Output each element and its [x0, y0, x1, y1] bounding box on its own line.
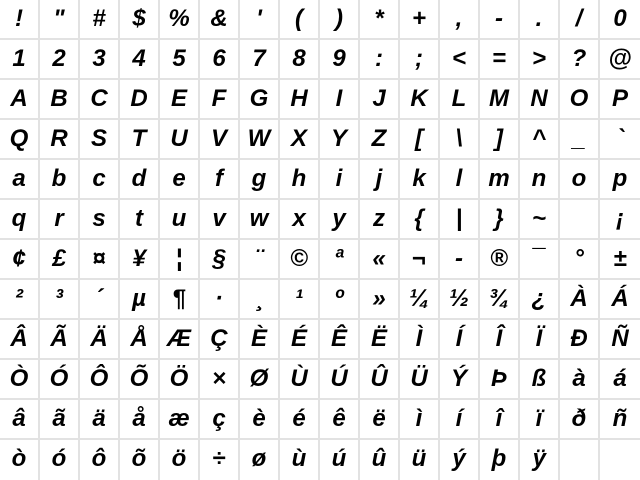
char-cell-r1c9[interactable]: ) [320, 0, 360, 40]
char-cell-r4c1[interactable]: Q [0, 120, 40, 160]
char-cell-r6c10[interactable]: z [360, 200, 400, 240]
char-cell-r3c1[interactable]: A [0, 80, 40, 120]
char-cell-r1c7[interactable]: ' [240, 0, 280, 40]
char-cell-r6c16[interactable]: ¡ [600, 200, 640, 240]
char-cell-r9c4[interactable]: Å [120, 320, 160, 360]
char-cell-r1c14[interactable]: . [520, 0, 560, 40]
char-cell-r7c11[interactable]: ¬ [400, 240, 440, 280]
char-cell-r3c12[interactable]: L [440, 80, 480, 120]
char-cell-r6c9[interactable]: y [320, 200, 360, 240]
char-cell-r8c11[interactable]: ¼ [400, 280, 440, 320]
char-cell-r7c13[interactable]: ® [480, 240, 520, 280]
char-cell-r5c6[interactable]: f [200, 160, 240, 200]
char-cell-r10c13[interactable]: Þ [480, 360, 520, 400]
char-cell-r7c2[interactable]: £ [40, 240, 80, 280]
char-cell-r4c3[interactable]: S [80, 120, 120, 160]
char-cell-r5c4[interactable]: d [120, 160, 160, 200]
char-cell-r12c14[interactable]: ÿ [520, 440, 560, 480]
char-cell-r5c10[interactable]: j [360, 160, 400, 200]
char-cell-r6c11[interactable]: { [400, 200, 440, 240]
char-cell-r6c13[interactable]: } [480, 200, 520, 240]
char-cell-r3c10[interactable]: J [360, 80, 400, 120]
char-cell-r11c5[interactable]: æ [160, 400, 200, 440]
char-cell-r6c3[interactable]: s [80, 200, 120, 240]
char-cell-r8c15[interactable]: À [560, 280, 600, 320]
char-cell-r8c5[interactable]: ¶ [160, 280, 200, 320]
char-cell-r7c1[interactable]: ¢ [0, 240, 40, 280]
char-cell-r7c9[interactable]: ª [320, 240, 360, 280]
char-cell-r4c11[interactable]: [ [400, 120, 440, 160]
char-cell-r9c1[interactable]: Â [0, 320, 40, 360]
char-cell-r2c12[interactable]: < [440, 40, 480, 80]
char-cell-r10c15[interactable]: à [560, 360, 600, 400]
char-cell-r12c5[interactable]: ö [160, 440, 200, 480]
char-cell-r2c9[interactable]: 9 [320, 40, 360, 80]
char-cell-r5c2[interactable]: b [40, 160, 80, 200]
char-cell-r4c15[interactable]: _ [560, 120, 600, 160]
char-cell-r11c8[interactable]: é [280, 400, 320, 440]
char-cell-r9c3[interactable]: Ä [80, 320, 120, 360]
char-cell-r7c16[interactable]: ± [600, 240, 640, 280]
char-cell-r11c6[interactable]: ç [200, 400, 240, 440]
char-cell-r12c7[interactable]: ø [240, 440, 280, 480]
char-cell-r11c3[interactable]: ä [80, 400, 120, 440]
char-cell-r10c4[interactable]: Õ [120, 360, 160, 400]
char-cell-r1c15[interactable]: / [560, 0, 600, 40]
char-cell-r8c6[interactable]: · [200, 280, 240, 320]
char-cell-r7c7[interactable]: ¨ [240, 240, 280, 280]
char-cell-r8c3[interactable]: ´ [80, 280, 120, 320]
char-cell-r10c6[interactable]: × [200, 360, 240, 400]
char-cell-r1c6[interactable]: & [200, 0, 240, 40]
char-cell-r1c8[interactable]: ( [280, 0, 320, 40]
char-cell-r8c7[interactable]: ¸ [240, 280, 280, 320]
char-cell-r2c11[interactable]: ; [400, 40, 440, 80]
char-cell-r2c5[interactable]: 5 [160, 40, 200, 80]
char-cell-r12c2[interactable]: ó [40, 440, 80, 480]
char-cell-r8c8[interactable]: ¹ [280, 280, 320, 320]
char-cell-r5c1[interactable]: a [0, 160, 40, 200]
char-cell-r12c3[interactable]: ô [80, 440, 120, 480]
char-cell-r9c8[interactable]: É [280, 320, 320, 360]
char-cell-r2c6[interactable]: 6 [200, 40, 240, 80]
char-cell-r6c5[interactable]: u [160, 200, 200, 240]
char-cell-r5c8[interactable]: h [280, 160, 320, 200]
char-cell-r8c1[interactable]: ² [0, 280, 40, 320]
char-cell-r9c7[interactable]: È [240, 320, 280, 360]
char-cell-r6c4[interactable]: t [120, 200, 160, 240]
char-cell-r6c8[interactable]: x [280, 200, 320, 240]
char-cell-r4c10[interactable]: Z [360, 120, 400, 160]
char-cell-r12c16 [600, 440, 640, 480]
char-cell-r9c16[interactable]: Ñ [600, 320, 640, 360]
char-cell-r8c13[interactable]: ¾ [480, 280, 520, 320]
char-cell-r3c15[interactable]: O [560, 80, 600, 120]
char-cell-r4c4[interactable]: T [120, 120, 160, 160]
char-cell-r3c2[interactable]: B [40, 80, 80, 120]
char-cell-r10c14[interactable]: ß [520, 360, 560, 400]
char-cell-r8c2[interactable]: ³ [40, 280, 80, 320]
char-cell-r3c14[interactable]: N [520, 80, 560, 120]
char-cell-r9c15[interactable]: Ð [560, 320, 600, 360]
char-cell-r10c12[interactable]: Ý [440, 360, 480, 400]
char-cell-r10c5[interactable]: Ö [160, 360, 200, 400]
char-cell-r11c15[interactable]: ð [560, 400, 600, 440]
char-cell-r11c14[interactable]: ï [520, 400, 560, 440]
char-cell-r10c3[interactable]: Ô [80, 360, 120, 400]
char-cell-r6c2[interactable]: r [40, 200, 80, 240]
char-cell-r11c1[interactable]: â [0, 400, 40, 440]
char-cell-r7c5[interactable]: ¦ [160, 240, 200, 280]
char-cell-r10c2[interactable]: Ó [40, 360, 80, 400]
char-cell-r5c12[interactable]: l [440, 160, 480, 200]
char-cell-r3c4[interactable]: D [120, 80, 160, 120]
char-cell-r4c9[interactable]: Y [320, 120, 360, 160]
char-cell-r11c7[interactable]: è [240, 400, 280, 440]
char-cell-r7c6[interactable]: § [200, 240, 240, 280]
char-cell-r5c9[interactable]: i [320, 160, 360, 200]
char-cell-r11c11[interactable]: ì [400, 400, 440, 440]
char-cell-r10c16[interactable]: á [600, 360, 640, 400]
char-cell-r3c7[interactable]: G [240, 80, 280, 120]
char-cell-r5c16[interactable]: p [600, 160, 640, 200]
char-cell-r2c10[interactable]: : [360, 40, 400, 80]
char-cell-r1c12[interactable]: , [440, 0, 480, 40]
char-cell-r12c4[interactable]: õ [120, 440, 160, 480]
char-cell-r2c3[interactable]: 3 [80, 40, 120, 80]
char-cell-r2c14[interactable]: > [520, 40, 560, 80]
char-cell-r10c10[interactable]: Û [360, 360, 400, 400]
char-cell-r11c2[interactable]: ã [40, 400, 80, 440]
char-cell-r1c16[interactable]: 0 [600, 0, 640, 40]
char-cell-r9c6[interactable]: Ç [200, 320, 240, 360]
char-cell-r5c13[interactable]: m [480, 160, 520, 200]
char-cell-r3c13[interactable]: M [480, 80, 520, 120]
char-cell-r7c15[interactable]: ° [560, 240, 600, 280]
char-cell-r12c10[interactable]: û [360, 440, 400, 480]
char-cell-r11c16[interactable]: ñ [600, 400, 640, 440]
char-cell-r8c12[interactable]: ½ [440, 280, 480, 320]
char-cell-r9c10[interactable]: Ë [360, 320, 400, 360]
char-cell-r5c14[interactable]: n [520, 160, 560, 200]
char-cell-r3c8[interactable]: H [280, 80, 320, 120]
char-cell-r12c12[interactable]: ý [440, 440, 480, 480]
char-cell-r6c14[interactable]: ~ [520, 200, 560, 240]
char-cell-r2c15[interactable]: ? [560, 40, 600, 80]
char-cell-r10c1[interactable]: Ò [0, 360, 40, 400]
char-cell-r4c8[interactable]: X [280, 120, 320, 160]
char-cell-r8c9[interactable]: º [320, 280, 360, 320]
char-cell-r11c12[interactable]: í [440, 400, 480, 440]
char-cell-r5c11[interactable]: k [400, 160, 440, 200]
char-cell-r3c11[interactable]: K [400, 80, 440, 120]
char-cell-r3c16[interactable]: P [600, 80, 640, 120]
char-cell-r7c4[interactable]: ¥ [120, 240, 160, 280]
char-cell-r11c13[interactable]: î [480, 400, 520, 440]
char-cell-r3c5[interactable]: E [160, 80, 200, 120]
char-cell-r8c16[interactable]: Á [600, 280, 640, 320]
char-cell-r10c7[interactable]: Ø [240, 360, 280, 400]
char-cell-r9c13[interactable]: Î [480, 320, 520, 360]
char-cell-r1c11[interactable]: + [400, 0, 440, 40]
char-cell-r2c16[interactable]: @ [600, 40, 640, 80]
char-cell-r7c3[interactable]: ¤ [80, 240, 120, 280]
char-cell-r4c12[interactable]: \ [440, 120, 480, 160]
char-cell-r5c5[interactable]: e [160, 160, 200, 200]
char-cell-r2c13[interactable]: = [480, 40, 520, 80]
char-cell-r4c16[interactable]: ` [600, 120, 640, 160]
char-cell-r3c3[interactable]: C [80, 80, 120, 120]
char-cell-r8c10[interactable]: » [360, 280, 400, 320]
char-cell-r9c2[interactable]: Ã [40, 320, 80, 360]
char-cell-r4c2[interactable]: R [40, 120, 80, 160]
char-cell-r12c6[interactable]: ÷ [200, 440, 240, 480]
char-cell-r6c7[interactable]: w [240, 200, 280, 240]
char-cell-r7c10[interactable]: « [360, 240, 400, 280]
char-cell-r12c9[interactable]: ú [320, 440, 360, 480]
char-cell-r12c13[interactable]: þ [480, 440, 520, 480]
char-cell-r3c6[interactable]: F [200, 80, 240, 120]
char-cell-r7c12[interactable]: - [440, 240, 480, 280]
char-cell-r1c13[interactable]: - [480, 0, 520, 40]
char-cell-r2c1[interactable]: 1 [0, 40, 40, 80]
char-cell-r12c1[interactable]: ò [0, 440, 40, 480]
char-cell-r12c8[interactable]: ù [280, 440, 320, 480]
char-cell-r2c8[interactable]: 8 [280, 40, 320, 80]
char-cell-r4c13[interactable]: ] [480, 120, 520, 160]
char-cell-r1c2[interactable]: " [40, 0, 80, 40]
char-cell-r6c6[interactable]: v [200, 200, 240, 240]
char-cell-r4c5[interactable]: U [160, 120, 200, 160]
char-cell-r1c10[interactable]: * [360, 0, 400, 40]
char-cell-r4c7[interactable]: W [240, 120, 280, 160]
char-cell-r11c10[interactable]: ë [360, 400, 400, 440]
char-cell-r2c7[interactable]: 7 [240, 40, 280, 80]
char-cell-r9c11[interactable]: Ì [400, 320, 440, 360]
char-cell-r2c2[interactable]: 2 [40, 40, 80, 80]
char-cell-r4c14[interactable]: ^ [520, 120, 560, 160]
char-cell-r8c4[interactable]: µ [120, 280, 160, 320]
char-cell-r7c8[interactable]: © [280, 240, 320, 280]
char-cell-r6c15 [560, 200, 600, 240]
char-cell-r9c14[interactable]: Ï [520, 320, 560, 360]
char-cell-r11c4[interactable]: å [120, 400, 160, 440]
char-cell-r12c11[interactable]: ü [400, 440, 440, 480]
char-cell-r1c1[interactable]: ! [0, 0, 40, 40]
char-cell-r7c14[interactable]: ¯ [520, 240, 560, 280]
char-cell-r9c12[interactable]: Í [440, 320, 480, 360]
char-cell-r5c7[interactable]: g [240, 160, 280, 200]
char-cell-r10c11[interactable]: Ü [400, 360, 440, 400]
char-cell-r3c9[interactable]: I [320, 80, 360, 120]
char-cell-r9c5[interactable]: Æ [160, 320, 200, 360]
char-cell-r5c3[interactable]: c [80, 160, 120, 200]
char-cell-r10c8[interactable]: Ù [280, 360, 320, 400]
char-cell-r10c9[interactable]: Ú [320, 360, 360, 400]
char-cell-r1c5[interactable]: % [160, 0, 200, 40]
char-cell-r5c15[interactable]: o [560, 160, 600, 200]
char-cell-r2c4[interactable]: 4 [120, 40, 160, 80]
char-cell-r8c14[interactable]: ¿ [520, 280, 560, 320]
char-cell-r6c12[interactable]: | [440, 200, 480, 240]
char-cell-r6c1[interactable]: q [0, 200, 40, 240]
char-cell-r1c3[interactable]: # [80, 0, 120, 40]
char-cell-r9c9[interactable]: Ê [320, 320, 360, 360]
char-cell-r1c4[interactable]: $ [120, 0, 160, 40]
char-cell-r12c15 [560, 440, 600, 480]
char-cell-r11c9[interactable]: ê [320, 400, 360, 440]
char-cell-r4c6[interactable]: V [200, 120, 240, 160]
